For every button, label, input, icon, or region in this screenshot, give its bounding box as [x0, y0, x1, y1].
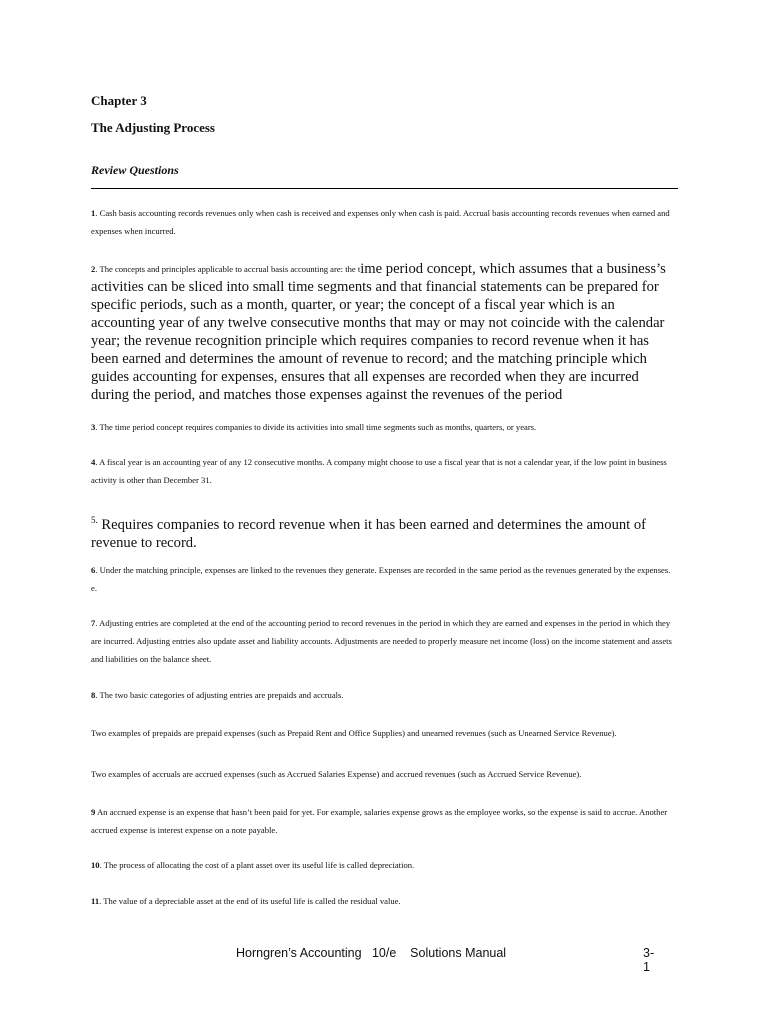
- footer-title: Horngren’s Accounting 10/e Solutions Manual: [236, 946, 507, 960]
- question-number: 2: [91, 264, 96, 274]
- question-1: [91, 204, 678, 240]
- question-number: 9: [91, 807, 96, 817]
- question-6: [91, 561, 678, 597]
- question-text: . The value of a depreciable asset at the end of its useful life is called the residual value.: [99, 896, 401, 906]
- question-number: 5.: [91, 515, 98, 525]
- question-11: [91, 892, 678, 910]
- question-number: 3: [91, 422, 96, 432]
- question-text: Two examples of prepaids are prepaid expenses (such as Prepaid Rent and Office Supplies) and unearned revenues (such as Unearned Service Revenue).: [91, 728, 617, 738]
- question-5: [91, 511, 678, 552]
- question-2: [91, 260, 678, 404]
- question-8-prepaids: [91, 724, 678, 742]
- question-4: [91, 453, 678, 489]
- question-8-accruals: [91, 765, 678, 783]
- chapter-heading: Chapter 3: [91, 93, 147, 108]
- chapter-title: The Adjusting Process: [91, 120, 215, 135]
- question-9: [91, 803, 678, 839]
- question-number: 8: [91, 690, 96, 700]
- question-7: [91, 614, 678, 668]
- question-text: . Cash basis accounting records revenues only when cash is received and expenses only when cash is paid. Accrual basis accounting records revenues when earned and expenses when incurred.: [91, 208, 670, 236]
- question-text: . The time period concept requires companies to divide its activities into small time segments such as months, quarters, or years.: [95, 422, 537, 432]
- question-number: 4: [91, 457, 96, 467]
- question-text: . The process of allocating the cost of a plant asset over its useful life is called depreciation.: [99, 860, 415, 870]
- question-text: An accrued expense is an expense that hasn’t been paid for yet. For example, salaries expense grows as the employee works, so the expense is said to accrue. Another accrued expense is interest expense on a note payable.: [91, 807, 668, 835]
- question-10: [91, 856, 678, 874]
- question-intro: . The concepts and principles applicable to accrual basis accounting are: the t: [95, 264, 361, 274]
- question-number: 10: [91, 860, 100, 870]
- question-8: [91, 686, 678, 704]
- question-text: Requires companies to record revenue when it has been earned and determines the amount of revenue to record.: [91, 516, 647, 551]
- section-heading: Review Questions: [91, 163, 179, 177]
- question-number: 6: [91, 565, 96, 575]
- question-number: 7: [91, 618, 96, 628]
- page-number: 3-1: [643, 946, 655, 974]
- question-text: Two examples of accruals are accrued expenses (such as Accrued Salaries Expense) and accrued revenues (such as Accrued Service Revenue).: [91, 769, 582, 779]
- question-3: [91, 418, 678, 436]
- question-text: ime period concept, which assumes that a business’s activities can be sliced into small time segments and that financial statements can be prepared for specific periods, such as a month, quarter, or year; the concept of a fiscal year which is an accounting year of any twelve consecutive months that may or may not coincide with the calendar year; the revenue recognition principle which requires companies to record revenue when it has been earned and determines the amount of revenue to record; and the matching principle which guides accounting for expenses, ensures that all expenses are recorded when they are incurred during the period, and matches those expenses against the revenues of the period: [91, 261, 666, 403]
- question-text: . Adjusting entries are completed at the end of the accounting period to record revenues in the period in which they are earned and expenses in the period in which they are incurred. Adjusting entries also update asset and liability accounts. Adjustments are needed to properly measure net income (loss) on the income statement and assets and liabilities on the balance sheet.: [91, 618, 672, 664]
- question-number: 1: [91, 208, 96, 218]
- question-number: 11: [91, 896, 100, 906]
- question-text: . The two basic categories of adjusting entries are prepaids and accruals.: [95, 690, 344, 700]
- question-text: . A fiscal year is an accounting year of any 12 consecutive months. A company might choose to use a fiscal year that is not a calendar year, if the low point in business activity is other than December 31.: [91, 457, 667, 485]
- horizontal-rule: [91, 188, 678, 189]
- question-text: . Under the matching principle, expenses are linked to the revenues they generate. Expenses are recorded in the same period as the revenues generated by the expenses. e.: [91, 565, 671, 593]
